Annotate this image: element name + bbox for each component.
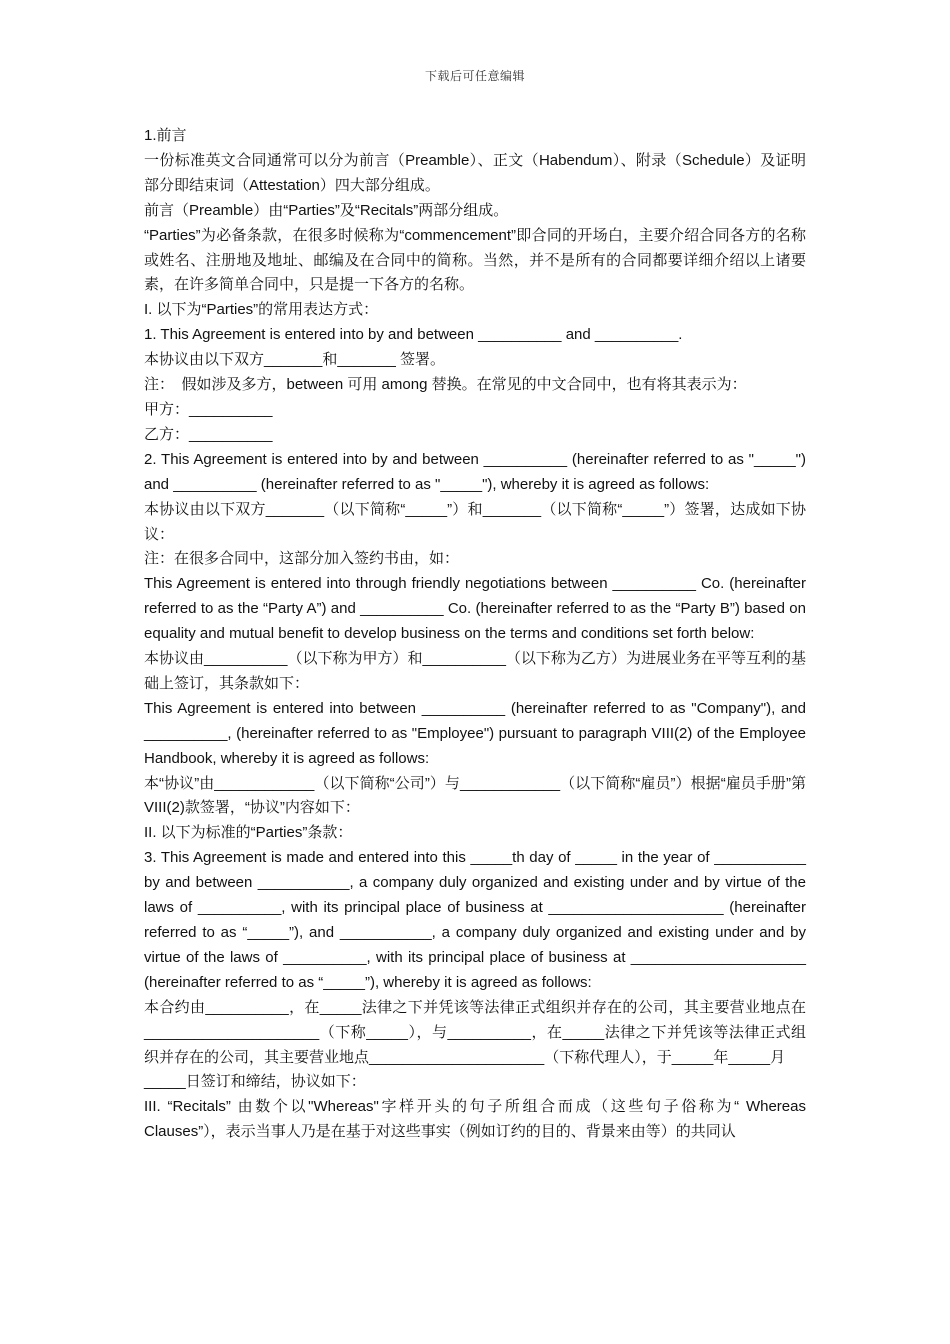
- document-body: [144, 124, 806, 1145]
- paragraph: 一份标准英文合同通常可以分为前言（Preamble）、正文（Habendum）、附录（Schedule）及证明部分即结束词（Attestation）四大部分组成。: [144, 151, 806, 194]
- clause-translation-1: 本协议由以下双方_______和_______ 签署。: [144, 351, 445, 369]
- clause-example-negotiation: This Agreement is entered into through friendly negotiations between __________ Co. (hereinafter referred to as the “Party A”) and __________ Co. (hereinafter referred to as the “Party B”) based on equality and mutual benefit to develop business on the terms and conditions set forth below:: [144, 575, 806, 643]
- paragraph: “Parties”为必备条款，在很多时候称为“commencement”即合同的开场白，主要介绍合同各方的名称或姓名、注册地及地址、邮编及在合同中的简称。当然，并不是所有的合同都要详细介绍以上诸要素，在许多简单合同中，只是提一下各方的名称。: [144, 226, 806, 294]
- clause-translation-negotiation: 本协议由__________（以下称为甲方）和__________（以下称为乙方）为进展业务在平等互利的基础上签订，其条款如下：: [144, 650, 806, 692]
- clause-translation-employee: 本“协议”由____________（以下简称“公司”）与____________（以下简称“雇员”）根据“雇员手册”第VIII(2)款签署，“协议”内容如下：: [144, 774, 806, 817]
- clause-example-3: 3. This Agreement is made and entered into this _____th day of _____ in the year of ___________ by and between ___________, a company duly organized and existing under and by virtue of the laws of __________, with its principal place of business at _____________________ (hereinafter referred to as “_____”), and ___________, a company duly organized and existing under and by virtue of the laws of __________, with its principal place of business at _____________________ (hereinafter referred to as “_____”), whereby it is agreed as follows:: [144, 849, 806, 991]
- clause-example-1: 1. This Agreement is entered into by and between __________ and __________.: [144, 326, 683, 344]
- clause-translation-3-cont: _____日签订和缔结，协议如下：: [144, 1073, 366, 1091]
- page-header: 下载后可任意编辑: [424, 69, 525, 83]
- subsection-heading-standard-parties: II. 以下为标准的“Parties”条款：: [144, 824, 353, 842]
- paragraph: 前言（Preamble）由“Parties”及“Recitals”两部分组成。: [144, 201, 509, 219]
- party-b-line: 乙方：__________: [144, 425, 273, 443]
- note: 注： 假如涉及多方，between 可用 among 替换。在常见的中文合同中，也有将其表示为：: [144, 376, 747, 394]
- clause-example-2: 2. This Agreement is entered into by and between __________ (hereinafter referred to as "_____") and __________ (hereinafter referred to as "_____"), whereby it is agreed as follows:: [144, 450, 806, 493]
- clause-translation-2: 本协议由以下双方_______（以下简称“_____”）和_______（以下简称“_____”）签署，达成如下协议：: [144, 500, 806, 543]
- party-a-line: 甲方：__________: [144, 400, 273, 418]
- subsection-heading-parties: I. 以下为“Parties”的常用表达方式：: [144, 301, 379, 319]
- section-heading-preamble: 1.前言: [144, 127, 187, 144]
- clause-translation-3: 本合约由__________，在_____法律之下并凭该等法律正式组织并存在的公司，其主要营业地点在_____________________（下称_____），与__________，在_____法律之下并凭该等法律正式组织并存在的公司，其主要营业地点_____________________（下称代理人），于_____年_____月: [144, 998, 806, 1066]
- clause-example-employee: This Agreement is entered into between __________ (hereinafter referred to as "Company"), and __________, (hereinafter referred to as "Employee") pursuant to paragraph VIII(2) of the Employee Handbook, whereby it is agreed as follows:: [144, 699, 806, 767]
- note: 注：在很多合同中，这部分加入签约书由，如：: [144, 550, 460, 568]
- subsection-heading-recitals: III. “Recitals” 由数个以"Whereas"字样开头的句子所组合而成（这些句子俗称为“ Whereas Clauses”），表示当事人乃是在基于对这些事实（例如订约的目的、背景来由等）的共同认: [144, 1098, 806, 1141]
